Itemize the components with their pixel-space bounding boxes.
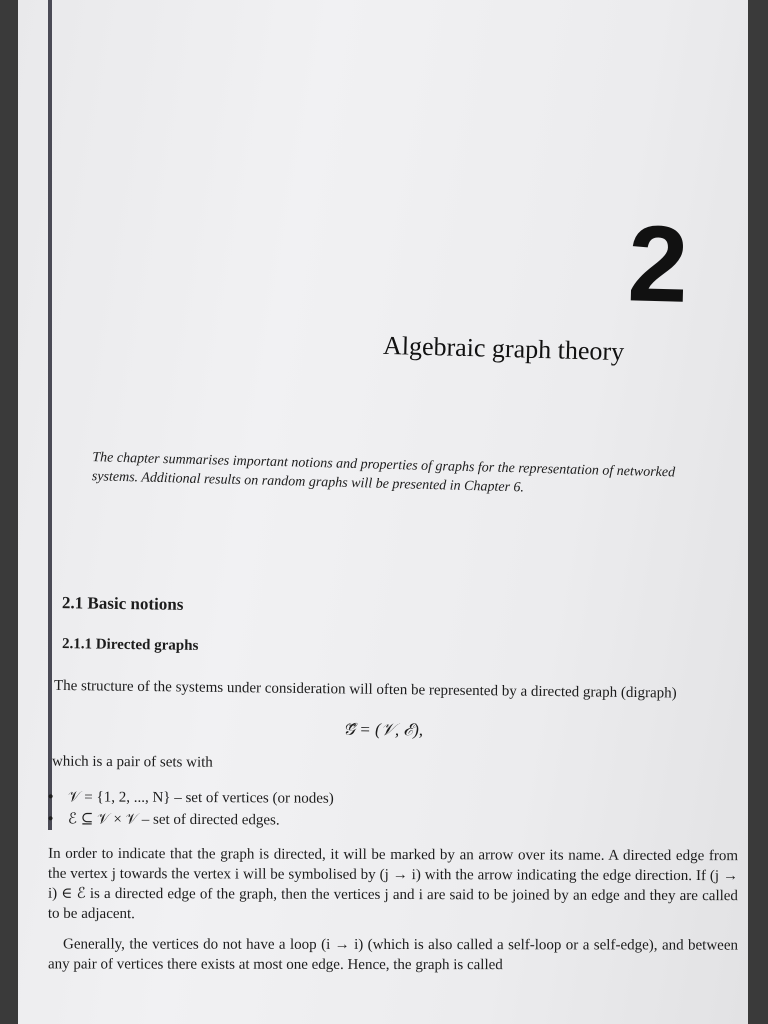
bullet-icon: • xyxy=(47,811,54,828)
bullet-text-vertices: 𝒱 = {1, 2, ..., N} – set of vertices (or nodes) xyxy=(68,789,334,807)
bullet-icon: • xyxy=(48,789,54,806)
paragraph-digraph-intro: The structure of the systems under consideration will often be represented by a directed graph (digraph) xyxy=(53,677,677,702)
paragraph-self-loop: Generally, the vertices do not have a loop (i → i) (which is also called a self-loop or a self-edge), and between any pair of vertices there exists at most one edge. Hence, the graph is called xyxy=(47,936,739,974)
digraph-formula: 𝒢⃗ = (𝒱, ℰ), xyxy=(342,719,424,740)
book-spine-edge xyxy=(48,0,52,830)
bullet-text-edges: ℰ ⊆ 𝒱 × 𝒱 – set of directed edges. xyxy=(67,811,280,829)
chapter-number: 2 xyxy=(626,202,690,325)
chapter-abstract: The chapter summarises important notions and properties of graphs for the representation of networked systems. Additional results on random graphs will be presented in Chapter 6. xyxy=(91,450,676,496)
section-title: 2.1 Basic notions xyxy=(61,593,184,614)
list-item xyxy=(48,808,334,831)
paragraph-directed-edge: In order to indicate that the graph is directed, it will be marked by an arrow over its name. A directed edge from the vertex j towards the vertex i will be symbolised by (j → i) with the arrow indicating the edge direction. If (j → i) ∈ ℰ is a directed edge of the graph, then the vertices j and i are said to be joined by an edge and they are called to be adjacent. xyxy=(47,845,739,923)
paragraph-pair-of-sets: which is a pair of sets with xyxy=(51,753,213,771)
set-definition-list xyxy=(48,786,334,831)
book-page xyxy=(18,0,748,1024)
chapter-title: Algebraic graph theory xyxy=(382,330,625,367)
list-item xyxy=(48,786,334,809)
subsection-title: 2.1.1 Directed graphs xyxy=(61,636,199,654)
